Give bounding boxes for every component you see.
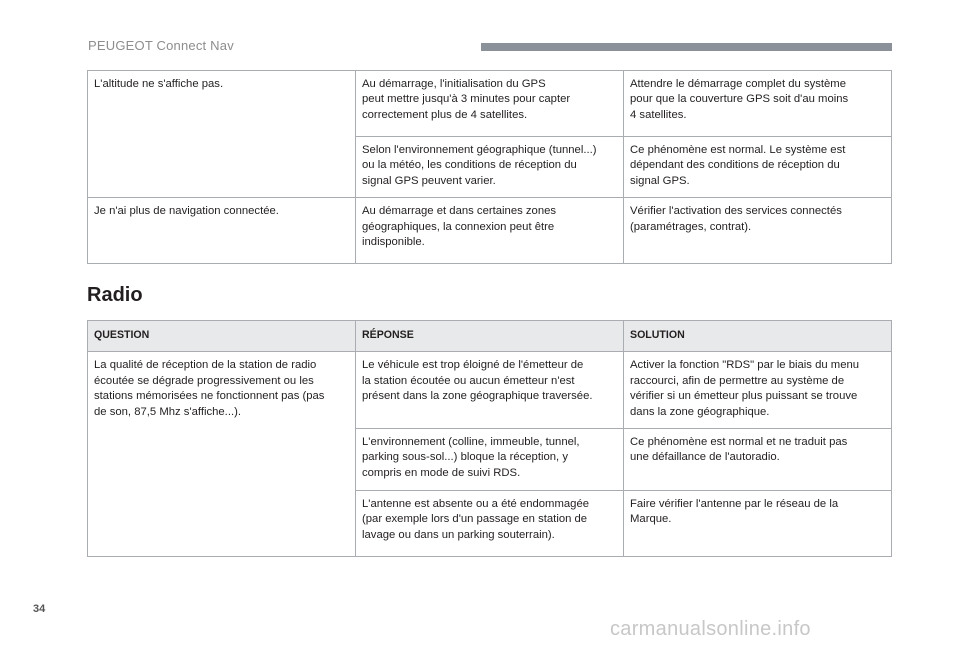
column-header-question: QUESTION — [88, 321, 356, 352]
question-cell: La qualité de réception de la station de radio écoutée se dégrade progressivement ou les stations mémorisées ne fonctionnent pas (pas de son, 87,5 Mhz s'affiche...). — [88, 352, 356, 557]
table-header-row — [88, 321, 892, 352]
question-cell: Je n'ai plus de navigation connectée. — [88, 198, 356, 264]
page-number: 34 — [33, 603, 46, 615]
table-row — [88, 71, 892, 137]
section-title-radio: Radio — [87, 284, 143, 306]
watermark: carmanualsonline.info — [610, 618, 811, 640]
header-title: PEUGEOT Connect Nav — [88, 38, 234, 53]
table-row — [88, 352, 892, 429]
answer-cell: Au démarrage, l'initialisation du GPS peut mettre jusqu'à 3 minutes pour capter correctement plus de 4 satellites. — [356, 71, 624, 137]
solution-cell: Activer la fonction "RDS" par le biais du menu raccourci, afin de permettre au système de vérifier si un émetteur plus puissant se trouve dans la zone géographique. — [624, 352, 892, 429]
solution-cell: Attendre le démarrage complet du système pour que la couverture GPS soit d'au moins 4 satellites. — [624, 71, 892, 137]
gps-troubleshooting-table — [87, 70, 892, 264]
solution-cell: Ce phénomène est normal. Le système est dépendant des conditions de réception du signal GPS. — [624, 137, 892, 198]
solution-cell: Ce phénomène est normal et ne traduit pas une défaillance de l'autoradio. — [624, 429, 892, 491]
answer-cell: L'antenne est absente ou a été endommagée (par exemple lors d'un passage en station de lavage ou dans un parking souterrain). — [356, 491, 624, 557]
header-bar — [481, 43, 892, 51]
solution-cell: Faire vérifier l'antenne par le réseau de la Marque. — [624, 491, 892, 557]
solution-cell: Vérifier l'activation des services connectés (paramétrages, contrat). — [624, 198, 892, 264]
column-header-solution: SOLUTION — [624, 321, 892, 352]
column-header-reponse: RÉPONSE — [356, 321, 624, 352]
answer-cell: Au démarrage et dans certaines zones géographiques, la connexion peut être indisponible. — [356, 198, 624, 264]
answer-cell: Le véhicule est trop éloigné de l'émetteur de la station écoutée ou aucun émetteur n'est présent dans la zone géographique traversée. — [356, 352, 624, 429]
table-row — [88, 198, 892, 264]
answer-cell: L'environnement (colline, immeuble, tunnel, parking sous-sol...) bloque la réception, y compris en mode de suivi RDS. — [356, 429, 624, 491]
radio-troubleshooting-table — [87, 320, 892, 557]
answer-cell: Selon l'environnement géographique (tunnel...) ou la météo, les conditions de réception du signal GPS peuvent varier. — [356, 137, 624, 198]
question-cell: L'altitude ne s'affiche pas. — [88, 71, 356, 198]
